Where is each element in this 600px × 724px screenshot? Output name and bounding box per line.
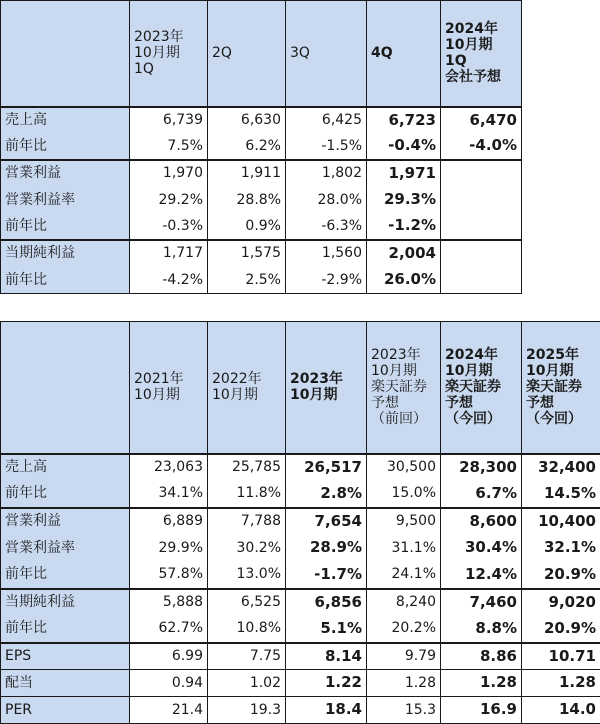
- table-cell: 1,971: [367, 160, 441, 187]
- table-cell: 1.28: [522, 670, 600, 697]
- header-4q: 4Q: [367, 1, 441, 107]
- table-cell: 7.75: [208, 643, 286, 670]
- table-cell: 23,063: [130, 454, 208, 481]
- table-cell: 1.22: [286, 670, 367, 697]
- table-cell: 9,020: [522, 589, 600, 616]
- row-label: 売上高: [1, 107, 130, 134]
- table-cell: -0.4%: [367, 134, 441, 160]
- table-cell: 1.28: [367, 670, 441, 697]
- table-cell: 31.1%: [367, 535, 441, 562]
- table-cell: [441, 187, 522, 214]
- row-label: 前年比: [1, 562, 130, 589]
- table-row: [1, 562, 600, 589]
- table-row: [1, 160, 522, 187]
- table-cell: 10.8%: [208, 616, 286, 643]
- table-cell: -2.9%: [286, 267, 367, 294]
- table-cell: 1,560: [286, 240, 367, 267]
- table-row: [1, 134, 522, 160]
- row-label: 営業利益率: [1, 187, 130, 214]
- row-label: 前年比: [1, 616, 130, 643]
- table-cell: 28,300: [441, 454, 522, 481]
- table-cell: 1,717: [130, 240, 208, 267]
- table-cell: 0.94: [130, 670, 208, 697]
- table-cell: 6,723: [367, 107, 441, 134]
- row-label: PER: [1, 697, 130, 724]
- table-cell: 10,400: [522, 508, 600, 535]
- header-2023: 2023年 10月期: [286, 322, 367, 454]
- header-3q: 3Q: [286, 1, 367, 107]
- row-label: 営業利益: [1, 508, 130, 535]
- table-row: [1, 214, 522, 240]
- table-cell: 20.9%: [522, 616, 600, 643]
- table-cell: 62.7%: [130, 616, 208, 643]
- table-cell: 18.4: [286, 697, 367, 724]
- header-2q: 2Q: [208, 1, 286, 107]
- quarterly-results-table: [0, 0, 522, 294]
- table-cell: 8,240: [367, 589, 441, 616]
- table-row: [1, 107, 522, 134]
- row-label: 前年比: [1, 214, 130, 240]
- table-cell: 1.28: [441, 670, 522, 697]
- table-cell: 14.0: [522, 697, 600, 724]
- table-row: [1, 267, 522, 294]
- table-cell: 6,525: [208, 589, 286, 616]
- table-cell: 7,788: [208, 508, 286, 535]
- table-cell: 7.5%: [130, 134, 208, 160]
- row-label: 営業利益率: [1, 535, 130, 562]
- table-row: [1, 670, 600, 697]
- table-row: [1, 454, 600, 481]
- table-cell: 13.0%: [208, 562, 286, 589]
- table-cell: 32,400: [522, 454, 600, 481]
- table-cell: 2,004: [367, 240, 441, 267]
- table-cell: -0.3%: [130, 214, 208, 240]
- table-cell: 2.8%: [286, 481, 367, 508]
- table-cell: 8.8%: [441, 616, 522, 643]
- table-cell: -6.3%: [286, 214, 367, 240]
- table-row: [1, 508, 600, 535]
- table-cell: -1.5%: [286, 134, 367, 160]
- table-cell: 26,517: [286, 454, 367, 481]
- table-cell: 5,888: [130, 589, 208, 616]
- table-cell: 6,630: [208, 107, 286, 134]
- header-2024-1q-forecast: 2024年 10月期 1Q 会社予想: [441, 1, 522, 107]
- table-cell: 9.79: [367, 643, 441, 670]
- table-cell: [441, 267, 522, 294]
- table-cell: 10.71: [522, 643, 600, 670]
- row-label: EPS: [1, 643, 130, 670]
- header-corner: [1, 322, 130, 454]
- table-cell: 15.0%: [367, 481, 441, 508]
- header-2025-forecast: 2025年 10月期 楽天証券 予想 （今回）: [522, 322, 600, 454]
- table-cell: 57.8%: [130, 562, 208, 589]
- table-cell: 12.4%: [441, 562, 522, 589]
- table-cell: 29.2%: [130, 187, 208, 214]
- table-cell: 8.86: [441, 643, 522, 670]
- table-row: [1, 535, 600, 562]
- table-row: [1, 616, 600, 643]
- row-label: 配当: [1, 670, 130, 697]
- table-cell: -1.7%: [286, 562, 367, 589]
- table-cell: 28.8%: [208, 187, 286, 214]
- table-cell: 28.0%: [286, 187, 367, 214]
- table-cell: 19.3: [208, 697, 286, 724]
- table-cell: 6,889: [130, 508, 208, 535]
- row-label: 前年比: [1, 481, 130, 508]
- table-cell: -4.2%: [130, 267, 208, 294]
- row-label: 前年比: [1, 267, 130, 294]
- table-row: [1, 589, 600, 616]
- table-cell: 1,911: [208, 160, 286, 187]
- table-cell: 1,802: [286, 160, 367, 187]
- table-cell: 7,654: [286, 508, 367, 535]
- table-cell: 11.8%: [208, 481, 286, 508]
- table-cell: 0.9%: [208, 214, 286, 240]
- table-row: [1, 481, 600, 508]
- table-cell: 21.4: [130, 697, 208, 724]
- table-cell: 30.4%: [441, 535, 522, 562]
- header-2021: 2021年 10月期: [130, 322, 208, 454]
- table-cell: 7,460: [441, 589, 522, 616]
- table-cell: 5.1%: [286, 616, 367, 643]
- annual-results-table: [0, 321, 600, 724]
- table-cell: 1,970: [130, 160, 208, 187]
- table-cell: 20.2%: [367, 616, 441, 643]
- table-row: [1, 187, 522, 214]
- table-cell: 24.1%: [367, 562, 441, 589]
- header-corner: [1, 1, 130, 107]
- header-2023-forecast-prev: 2023年 10月期 楽天証券 予想 （前回）: [367, 322, 441, 454]
- table-cell: 20.9%: [522, 562, 600, 589]
- table-cell: 28.9%: [286, 535, 367, 562]
- table-cell: 25,785: [208, 454, 286, 481]
- table-cell: 6,739: [130, 107, 208, 134]
- table-cell: 29.9%: [130, 535, 208, 562]
- table-cell: 6.99: [130, 643, 208, 670]
- table-cell: 6.2%: [208, 134, 286, 160]
- table-cell: 2.5%: [208, 267, 286, 294]
- row-label: 当期純利益: [1, 240, 130, 267]
- table-cell: 15.3: [367, 697, 441, 724]
- table-cell: [441, 214, 522, 240]
- table-row: [1, 697, 600, 724]
- table-cell: [441, 160, 522, 187]
- table-cell: 6,856: [286, 589, 367, 616]
- header-2022: 2022年 10月期: [208, 322, 286, 454]
- table-cell: 9,500: [367, 508, 441, 535]
- table-cell: [441, 240, 522, 267]
- table-cell: 6,470: [441, 107, 522, 134]
- table-cell: 8.14: [286, 643, 367, 670]
- row-label: 当期純利益: [1, 589, 130, 616]
- table-cell: 34.1%: [130, 481, 208, 508]
- header-2024-forecast: 2024年 10月期 楽天証券 予想 （今回）: [441, 322, 522, 454]
- table-cell: 14.5%: [522, 481, 600, 508]
- table-cell: 30.2%: [208, 535, 286, 562]
- table-cell: 26.0%: [367, 267, 441, 294]
- table-cell: -1.2%: [367, 214, 441, 240]
- table-cell: -4.0%: [441, 134, 522, 160]
- table-row: [1, 240, 522, 267]
- table-cell: 1,575: [208, 240, 286, 267]
- table-cell: 16.9: [441, 697, 522, 724]
- row-label: 売上高: [1, 454, 130, 481]
- row-label: 前年比: [1, 134, 130, 160]
- table-cell: 8,600: [441, 508, 522, 535]
- table-cell: 6.7%: [441, 481, 522, 508]
- table-row: [1, 643, 600, 670]
- row-label: 営業利益: [1, 160, 130, 187]
- table-cell: 29.3%: [367, 187, 441, 214]
- table-cell: 1.02: [208, 670, 286, 697]
- header-2023-1q: 2023年 10月期 1Q: [130, 1, 208, 107]
- table-cell: 6,425: [286, 107, 367, 134]
- table-cell: 32.1%: [522, 535, 600, 562]
- table-cell: 30,500: [367, 454, 441, 481]
